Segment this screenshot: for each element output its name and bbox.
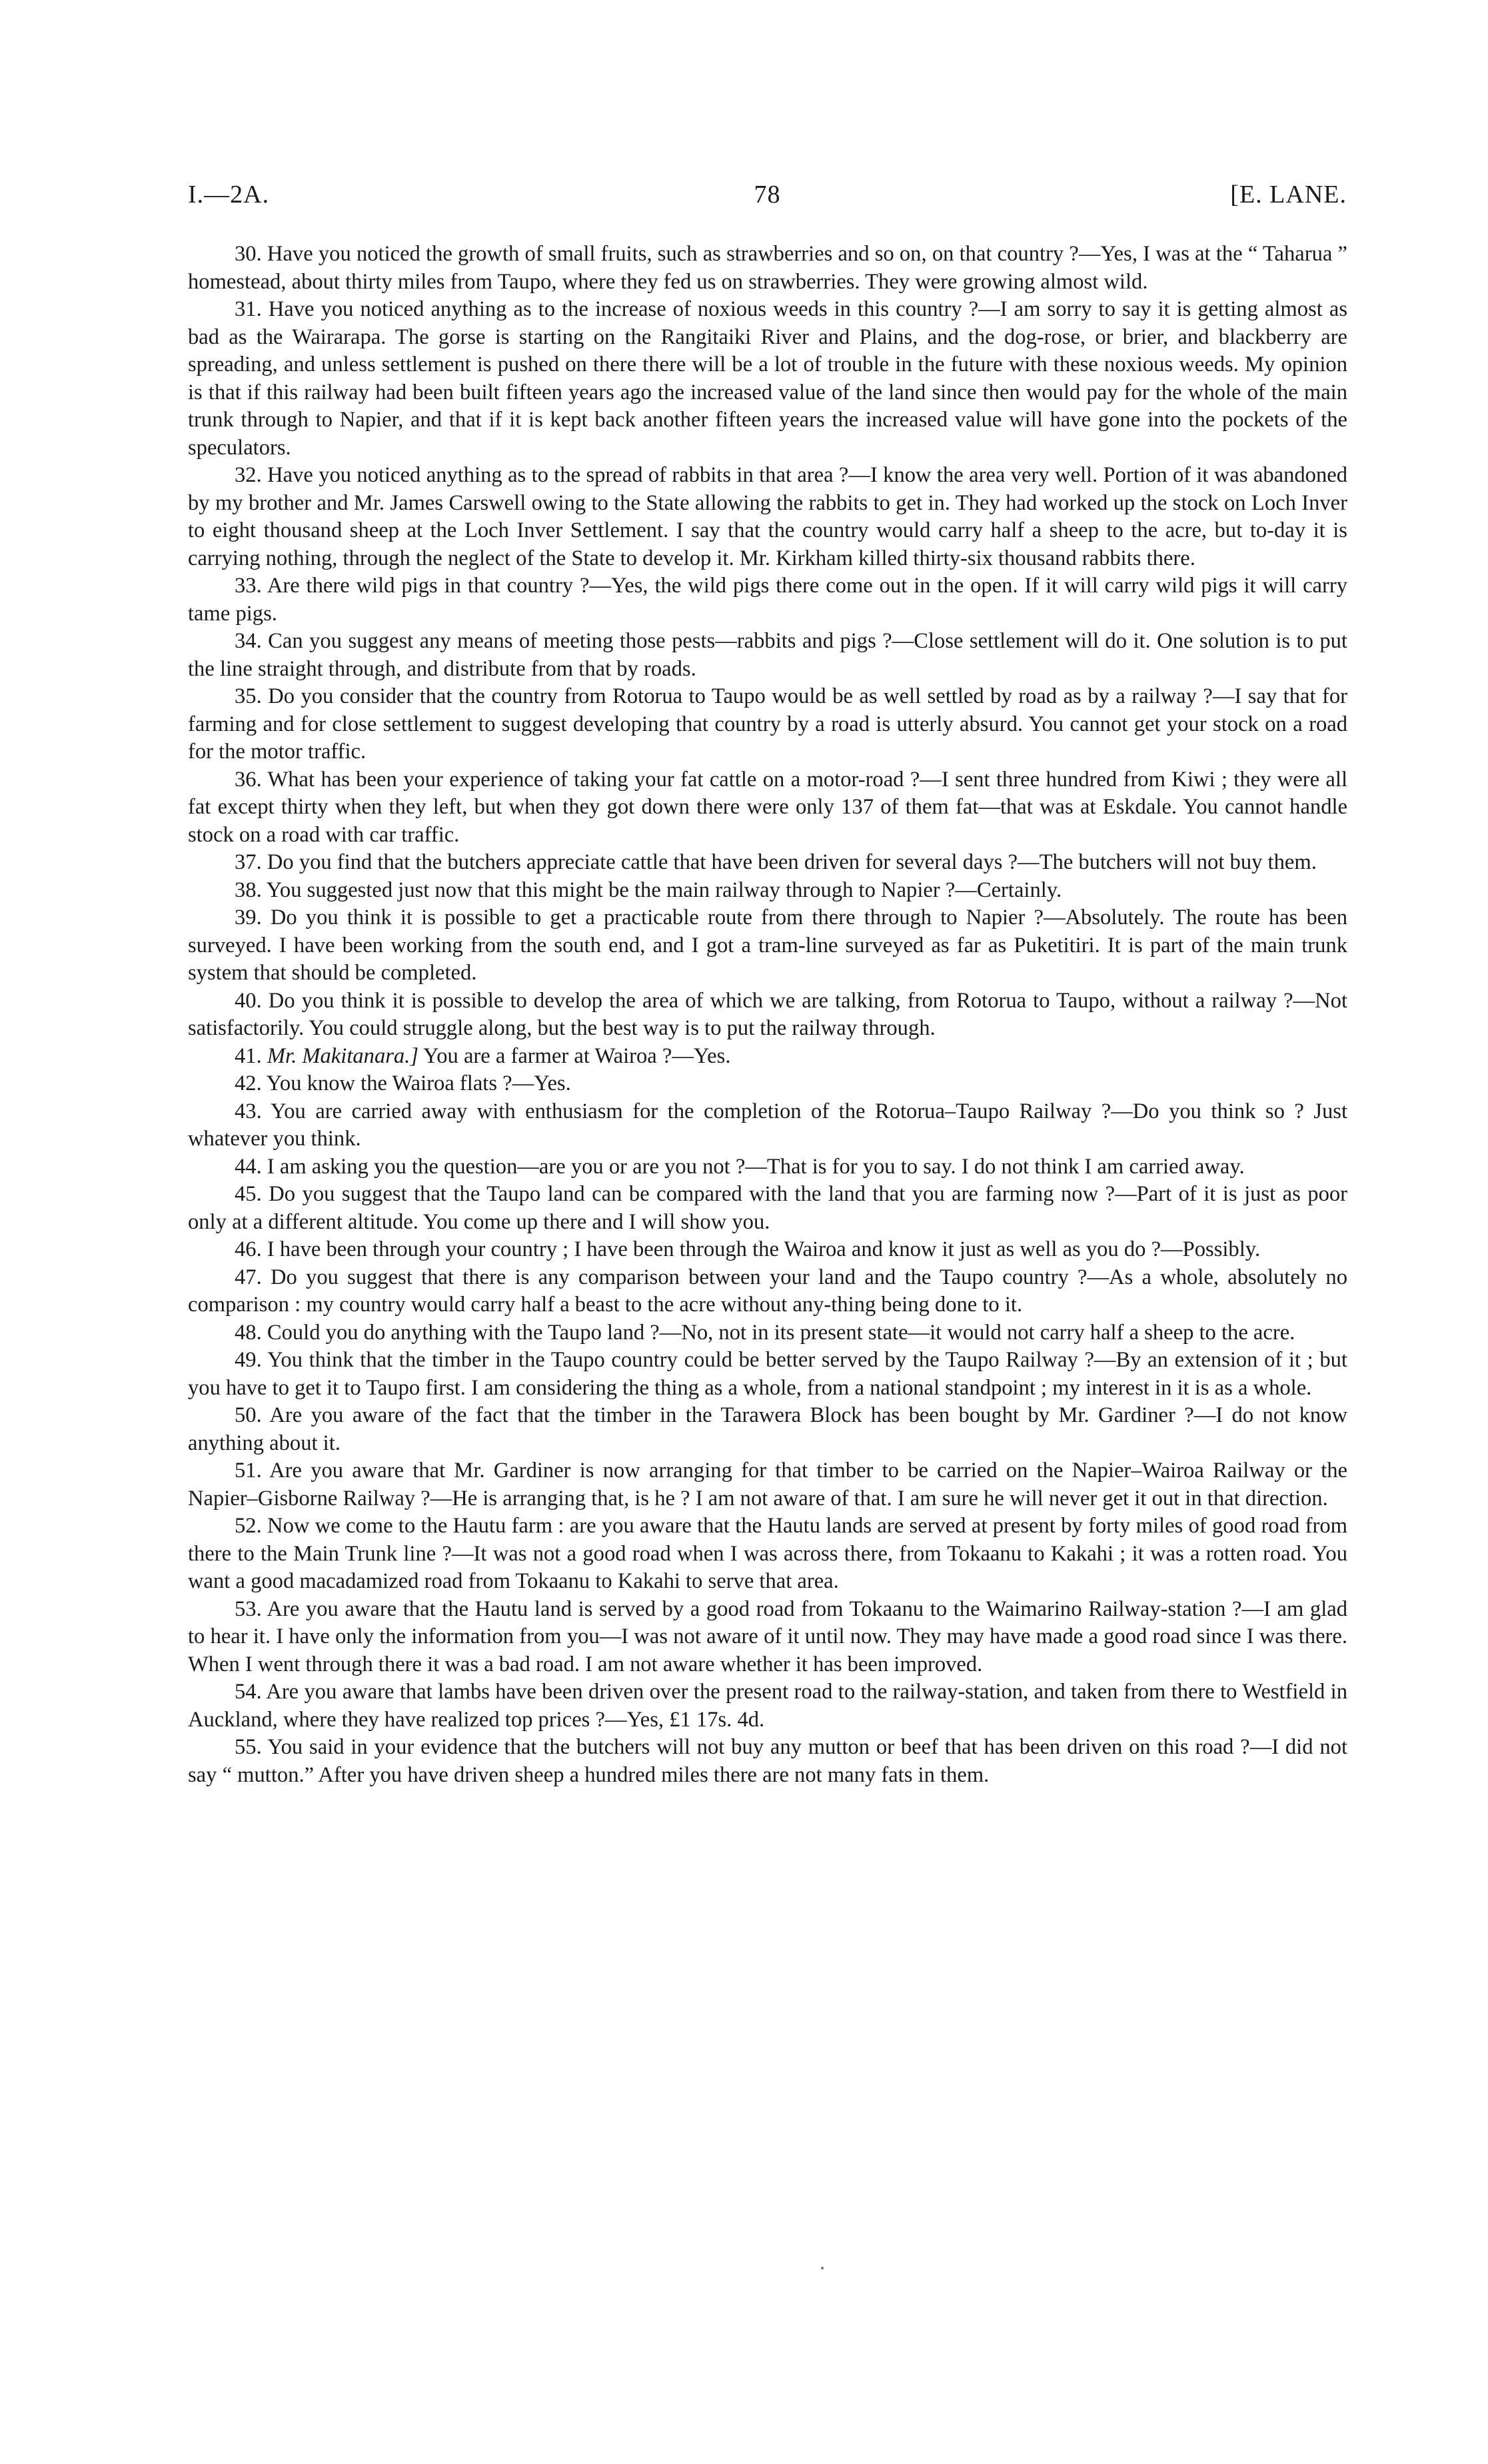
paper-reference: I.—2A. (188, 181, 270, 209)
question-37: 37. Do you find that the butchers appreciate cattle that have been driven for several days ?—The butchers will not buy them. (235, 850, 1317, 874)
question-41-number: 41. (235, 1043, 262, 1068)
question-31: 31. Have you noticed anything as to the increase of noxious weeds in this country ?—I am sorry to say it is getting almost as bad as the Wairarapa. The gorse is starting on the Rangitaiki River and Plains, and the dog-rose, or brier, and blackberry are spreading, and unless settlement is pushed on there there will be a lot of trouble in the future with these noxious weeds. My opinion is that if this railway had been built fifteen years ago the increased value of the land since then would pay for the whole of the main trunk through to Napier, and that if it is kept back another fifteen years the increased value will have gone into the pockets of the speculators. (188, 297, 1347, 460)
question-41-text: You are a farmer at Wairoa ?—Yes. (422, 1043, 731, 1068)
question-44: 44. I am asking you the question—are you or are you not ?—That is for you to say. I do not think I am carried away. (235, 1154, 1245, 1179)
evidence-text (188, 241, 1347, 1789)
question-52: 52. Now we come to the Hautu farm : are you aware that the Hautu lands are served at present by forty miles of good road from there to the Main Trunk line ?—It was not a good road when I was across there, from Tokaanu to Kakahi ; it was a rotten road. You want a good macadamized road from Tokaanu to Kakahi to serve that area. (188, 1514, 1347, 1593)
question-49: 49. You think that the timber in the Taupo country could be better served by the Taupo Railway ?—By an extension of it ; but you have to get it to Taupo first. I am considering the thing as a whole, from a national standpoint ; my interest in it is as a whole. (188, 1348, 1347, 1400)
question-39: 39. Do you think it is possible to get a practicable route from there through to Napier ?—Absolutely. The route has been surveyed. I have been working from the south end, and I got a tram-line surveyed as far as Puketitiri. It is part of the main trunk system that should be completed. (188, 906, 1347, 985)
question-36: 36. What has been your experience of taking your fat cattle on a motor-road ?—I sent three hundred from Kiwi ; they were all fat except thirty when they left, but when they got down there were only 137 of them fat—that was at Eskdale. You cannot handle stock on a road with car traffic. (188, 767, 1347, 847)
question-43: 43. You are carried away with enthusiasm for the completion of the Rotorua–Taupo Railway ?—Do you think so ? Just whatever you think. (188, 1099, 1347, 1151)
question-55: 55. You said in your evidence that the butchers will not buy any mutton or beef that has been driven on this road ?—I did not say “ mutton.” After you have driven sheep a hundred miles there are not many fats in them. (188, 1735, 1347, 1787)
question-45: 45. Do you suggest that the Taupo land can be compared with the land that you are farming now ?—Part of it is just as poor only at a different altitude. You come up there and I will show you. (188, 1182, 1347, 1234)
question-46: 46. I have been through your country ; I have been through the Wairoa and know it just as well as you do ?—Possibly. (235, 1237, 1261, 1261)
page-number: 78 (754, 181, 781, 209)
questioner-name: Mr. Makitanara.] (267, 1043, 419, 1068)
question-42: 42. You know the Wairoa flats ?—Yes. (235, 1071, 571, 1095)
question-34: 34. Can you suggest any means of meeting those pests—rabbits and pigs ?—Close settlement will do it. One solution is to put the line straight through, and distribute from that by roads. (188, 629, 1347, 681)
question-54: 54. Are you aware that lambs have been driven over the present road to the railway-station, and taken from there to Westfield in Auckland, where they have realized top prices ?—Yes, £1 17s. 4d. (188, 1680, 1347, 1732)
question-48: 48. Could you do anything with the Taupo land ?—No, not in its present state—it would not carry half a sheep to the acre. (235, 1320, 1295, 1345)
print-speck (821, 2267, 824, 2269)
question-41 (188, 1043, 1347, 1071)
witness-name: [E. LANE. (1230, 181, 1347, 209)
question-30: 30. Have you noticed the growth of small fruits, such as strawberries and so on, on that country ?—Yes, I was at the “ Taharua ” homestead, about thirty miles from Taupo, where they fed us on strawberries. They were growing almost wild. (188, 242, 1347, 294)
question-33: 33. Are there wild pigs in that country ?—Yes, the wild pigs there come out in the open. If it will carry wild pigs it will carry tame pigs. (188, 574, 1347, 626)
question-40: 40. Do you think it is possible to develop the area of which we are talking, from Rotorua to Taupo, without a railway ?—Not satisfactorily. You could struggle along, but the best way is to put the railway through. (188, 988, 1347, 1040)
question-51: 51. Are you aware that Mr. Gardiner is now arranging for that timber to be carried on the Napier–Wairoa Railway or the Napier–Gisborne Railway ?—He is arranging that, is he ? I am not aware of that. I am sure he will never get it out in that direction. (188, 1459, 1347, 1511)
question-47: 47. Do you suggest that there is any comparison between your land and the Taupo country ?—As a whole, absolutely no comparison : my country would carry half a beast to the acre without any-thing being done to it. (188, 1265, 1347, 1317)
question-50: 50. Are you aware of the fact that the timber in the Tarawera Block has been bought by Mr. Gardiner ?—I do not know anything about it. (188, 1403, 1347, 1455)
question-35: 35. Do you consider that the country from Rotorua to Taupo would be as well settled by road as by a railway ?—I say that for farming and for close settlement to suggest developing that country by a road is utterly absurd. You cannot get your stock on a road for the motor traffic. (188, 684, 1347, 764)
question-38: 38. You suggested just now that this might be the main railway through to Napier ?—Certainly. (235, 878, 1062, 902)
question-53: 53. Are you aware that the Hautu land is served by a good road from Tokaanu to the Waimarino Railway-station ?—I am glad to hear it. I have only the information from you—I was not aware of it until now. They may have made a good road since I was there. When I went through there it was a bad road. I am not aware whether it has been improved. (188, 1596, 1347, 1676)
question-32: 32. Have you noticed anything as to the spread of rabbits in that area ?—I know the area very well. Portion of it was abandoned by my brother and Mr. James Carswell owing to the State allowing the rabbits to get in. They had worked up the stock on Loch Inver to eight thousand sheep at the Loch Inver Settlement. I say that the country would carry half a sheep to the acre, but to-day it is carrying nothing, through the neglect of the State to develop it. Mr. Kirkham killed thirty-six thousand rabbits there. (188, 463, 1347, 570)
page-header (188, 180, 1347, 220)
